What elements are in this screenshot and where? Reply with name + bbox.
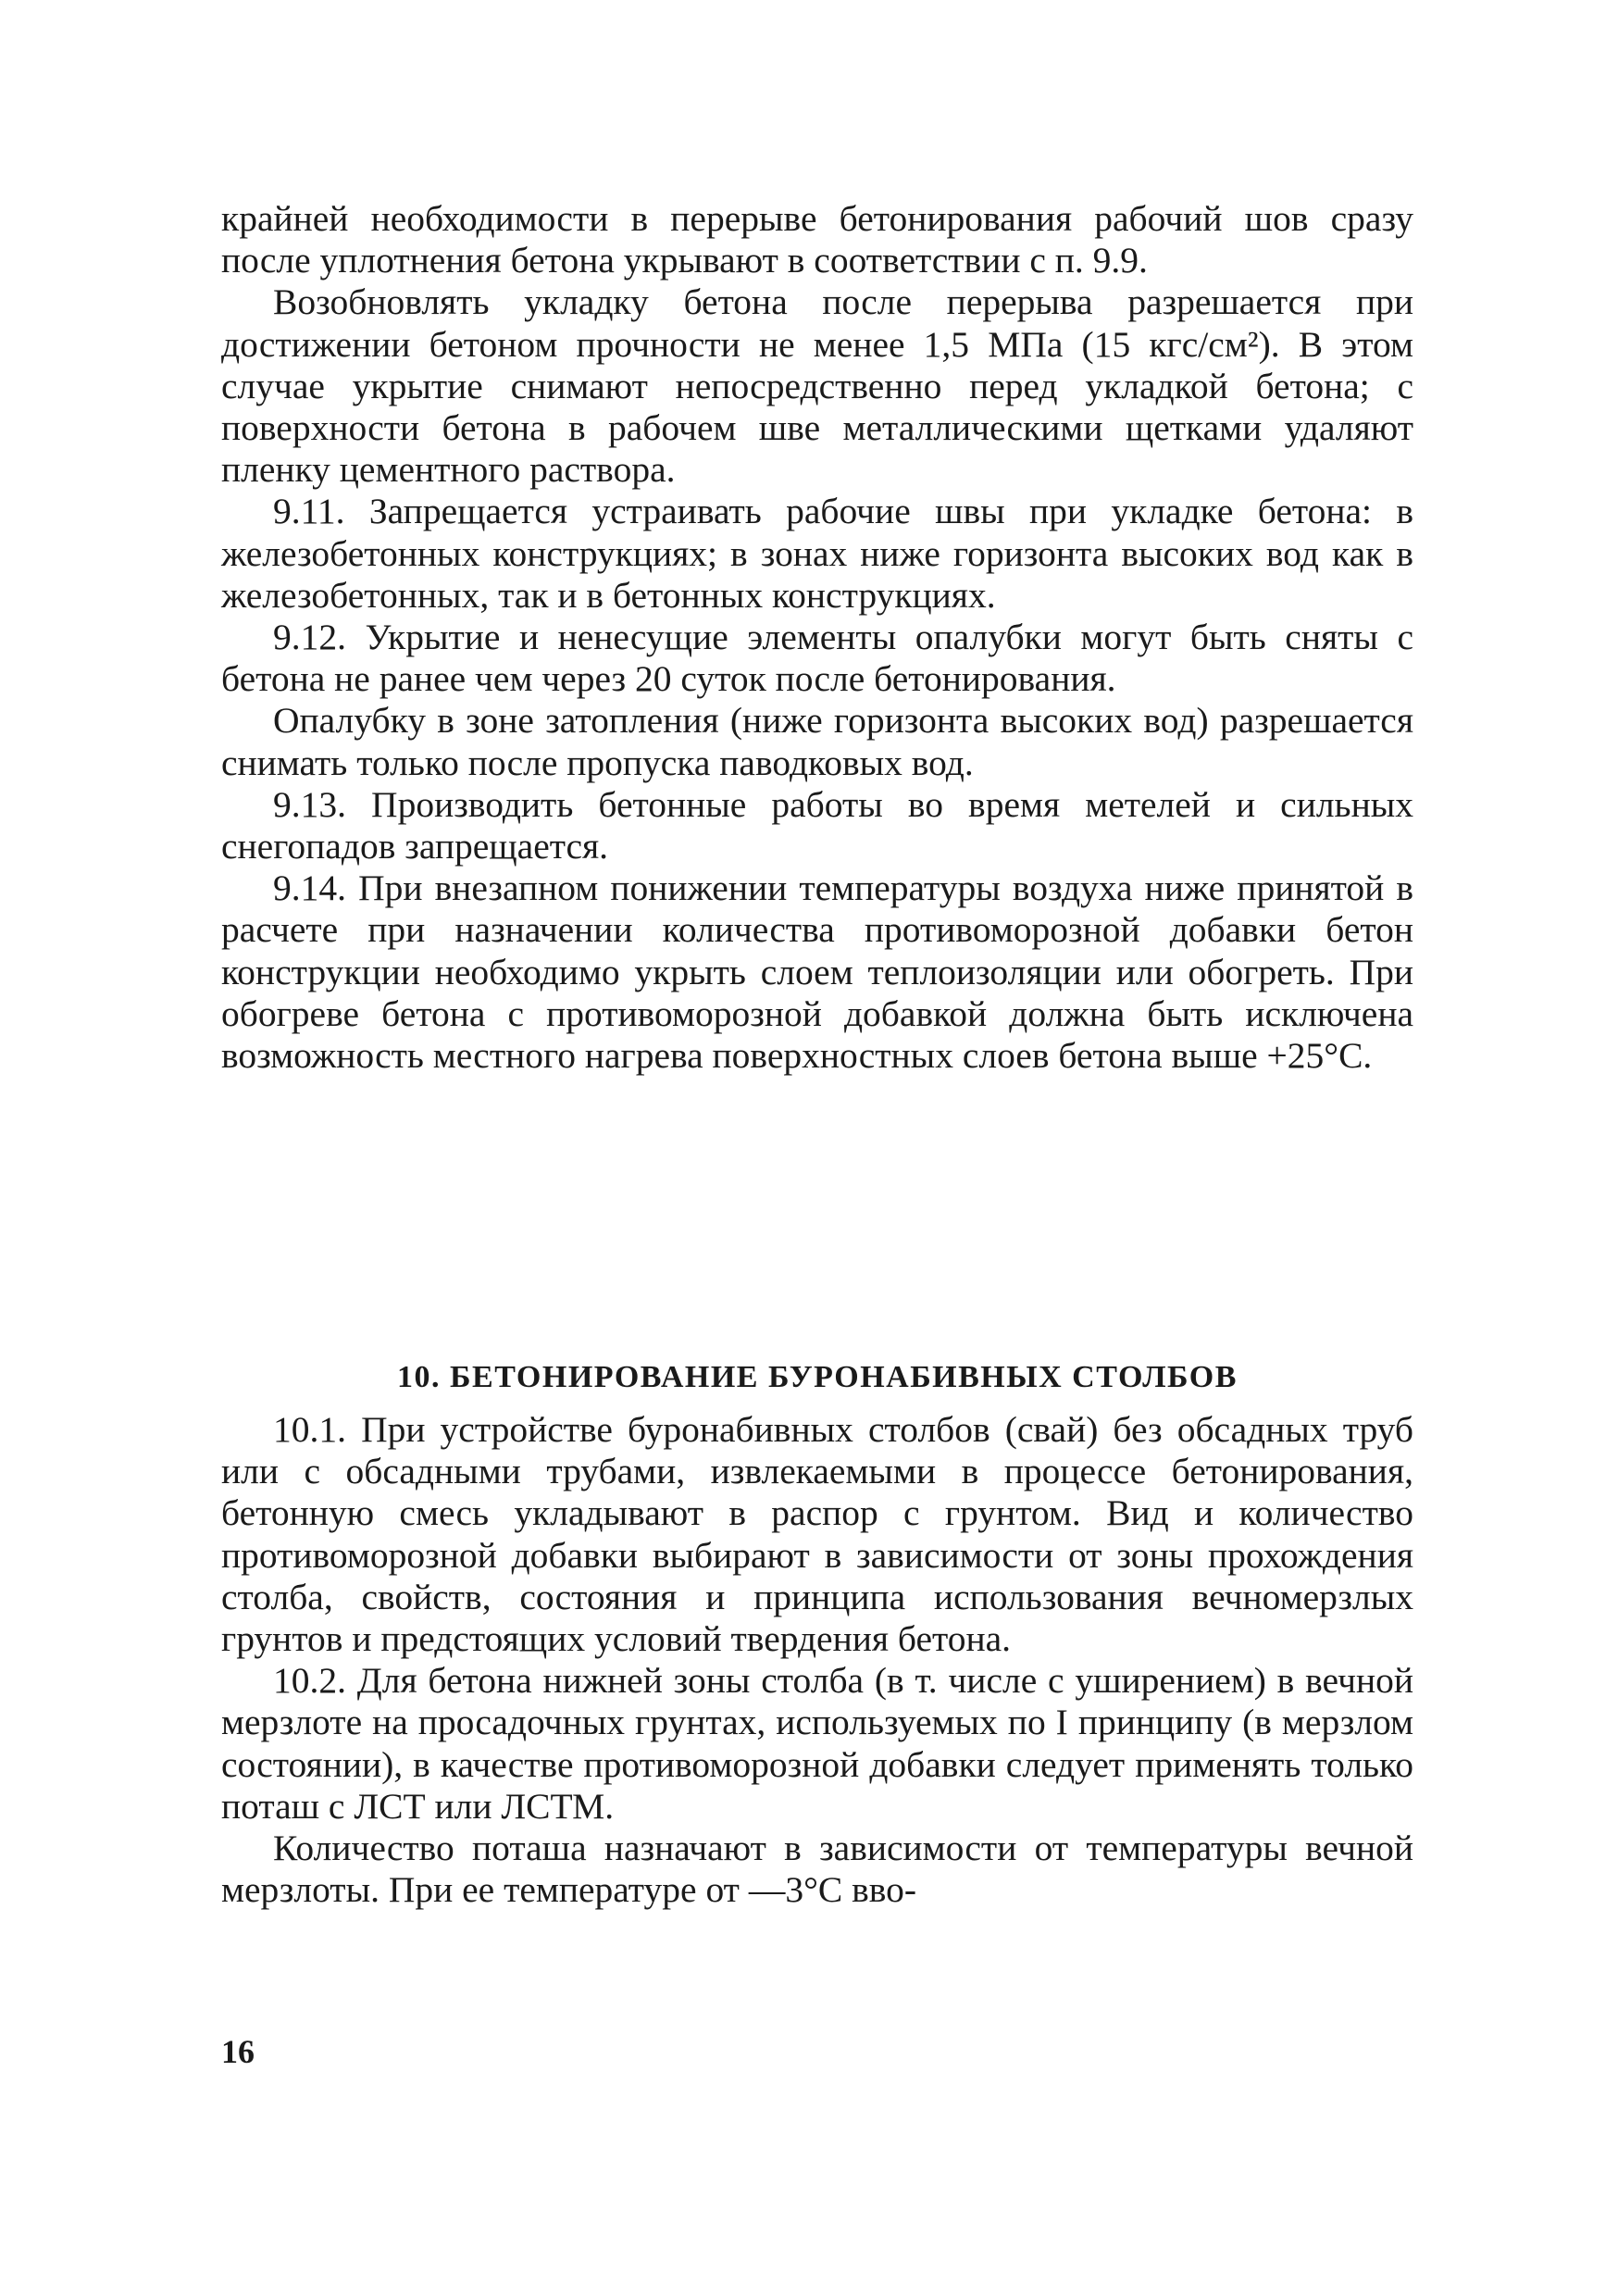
paragraph: крайней необходимости в перерыве бетонирования рабочий шов сразу после уплотнения бетона укрывают в соответствии с п. 9.9. — [221, 198, 1413, 281]
page-number: 16 — [221, 2033, 255, 2070]
paragraph: 9.14. При внезапном понижении температуры воздуха ниже принятой в расчете при назначении количества противоморозной добавки бетон конструкции необходимо укрыть слоем теплоизоляции или обогреть. При обогреве бетона с противоморозной добавкой должна быть исключена возможность местного нагрева поверхностных слоев бетона выше +25°С. — [221, 867, 1413, 1077]
paragraph: Опалубку в зоне затопления (ниже горизонта высоких вод) разрешается снимать только после пропуска паводковых вод. — [221, 700, 1413, 783]
paragraph: Возобновлять укладку бетона после перерыва разрешается при достижении бетоном прочности не менее 1,5 МПа (15 кгс/см²). В этом случае укрытие снимают непосредственно перед укладкой бетона; с поверхности бетона в рабочем шве металлическими щетками удаляют пленку цементного раствора. — [221, 281, 1413, 491]
paragraph: 9.13. Производить бетонные работы во время метелей и сильных снегопадов запрещается. — [221, 783, 1413, 867]
paragraph: 9.12. Укрытие и ненесущие элементы опалубки могут быть сняты с бетона не ранее чем через 20 суток после бетонирования. — [221, 617, 1413, 700]
body-text-top — [221, 198, 1413, 1077]
body-text-bottom — [221, 1409, 1413, 1911]
paragraph: Количество поташа назначают в зависимости от температуры вечной мерзлоты. При ее температуре от —3°С вво- — [221, 1828, 1413, 1911]
section-heading: 10. БЕТОНИРОВАНИЕ БУРОНАБИВНЫХ СТОЛБОВ — [397, 1360, 1238, 1394]
paragraph: 10.2. Для бетона нижней зоны столба (в т. числе с уширением) в вечной мерзлоте на просадочных грунтах, используемых по I принципу (в мерзлом состоянии), в качестве противоморозной добавки следует применять только поташ с ЛСТ или ЛСТМ. — [221, 1660, 1413, 1827]
paragraph: 10.1. При устройстве буронабивных столбов (свай) без обсадных труб или с обсадными трубами, извлекаемыми в процессе бетонирования, бетонную смесь укладывают в распор с грунтом. Вид и количество противоморозной добавки выбирают в зависимости от зоны прохождения столба, свойств, состояния и принципа использования вечномерзлых грунтов и предстоящих условий твердения бетона. — [221, 1409, 1413, 1660]
paragraph: 9.11. Запрещается устраивать рабочие швы при укладке бетона: в железобетонных конструкциях; в зонах ниже горизонта высоких вод как в железобетонных, так и в бетонных конструкциях. — [221, 491, 1413, 616]
